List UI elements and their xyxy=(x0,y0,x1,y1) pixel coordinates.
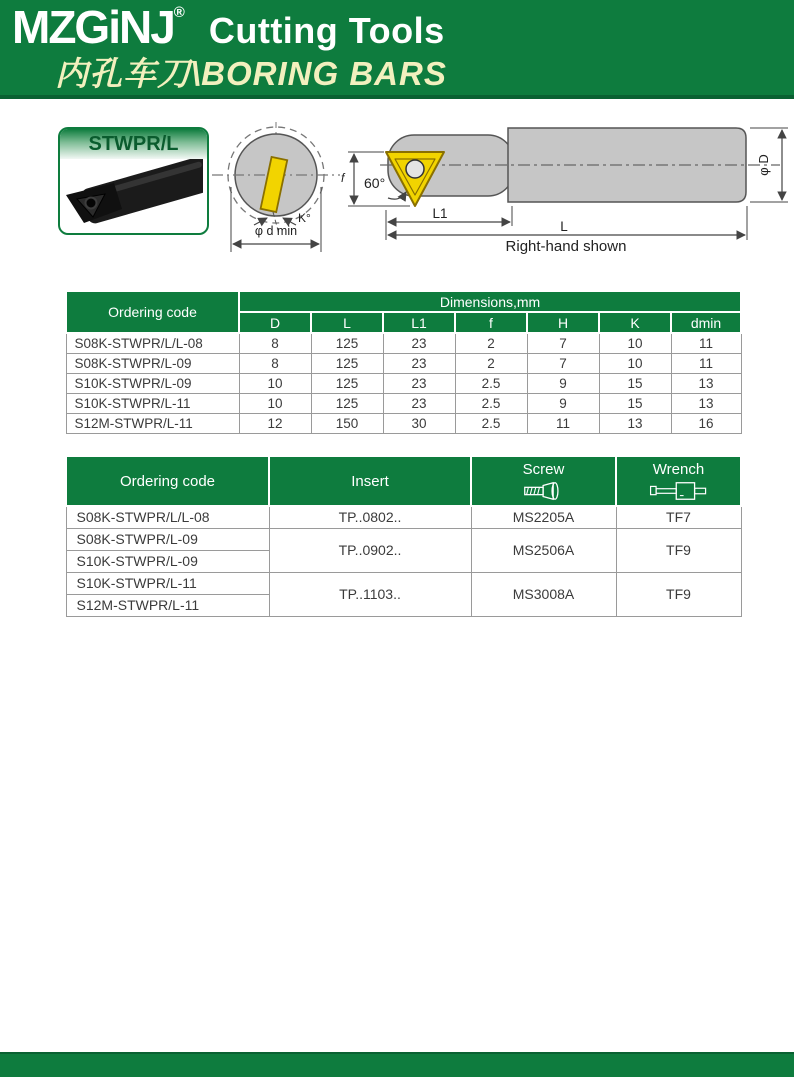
dim-cell: 9 xyxy=(527,374,599,394)
col-header-k: K xyxy=(599,312,671,333)
dim-cell: 2 xyxy=(455,354,527,374)
product-box xyxy=(58,127,209,235)
dim-cell: 2 xyxy=(455,333,527,354)
dim-cell: 8 xyxy=(239,354,311,374)
dim-cell: 13 xyxy=(671,394,741,414)
ordering-code-cell: S08K-STWPR/L-09 xyxy=(66,354,239,374)
label-k-angle: K° xyxy=(298,211,311,225)
accessories-table xyxy=(65,455,742,617)
ordering-code-cell: S10K-STWPR/L-09 xyxy=(66,551,269,573)
table-row xyxy=(66,529,741,551)
ordering-code-cell: S08K-STWPR/L/L-08 xyxy=(66,333,239,354)
insert-cell: TP..0902.. xyxy=(269,529,471,573)
screw-header-label: Screw xyxy=(522,460,565,478)
dim-cell: 10 xyxy=(599,354,671,374)
table-row xyxy=(66,291,741,312)
insert-cell: TP..1103.. xyxy=(269,573,471,617)
table-row xyxy=(66,573,741,595)
col-header-f: f xyxy=(455,312,527,333)
wrench-cell: TF7 xyxy=(616,506,741,529)
dimensions-table xyxy=(65,290,742,434)
table-row xyxy=(66,456,741,506)
dim-cell: 9 xyxy=(527,394,599,414)
dim-cell: 10 xyxy=(239,394,311,414)
table-row xyxy=(66,394,741,414)
ordering-code-cell: S10K-STWPR/L-11 xyxy=(66,394,239,414)
col-header-l1: L1 xyxy=(383,312,455,333)
dim-cell: 11 xyxy=(527,414,599,434)
dim-cell: 30 xyxy=(383,414,455,434)
dim-cell: 125 xyxy=(311,394,383,414)
col-header-h: H xyxy=(527,312,599,333)
dim-cell: 23 xyxy=(383,374,455,394)
ordering-code-cell: S08K-STWPR/L/L-08 xyxy=(66,506,269,529)
screw-icon xyxy=(520,480,568,502)
ordering-code-cell: S10K-STWPR/L-11 xyxy=(66,573,269,595)
dim-cell: 2.5 xyxy=(455,374,527,394)
table-row xyxy=(66,333,741,354)
col-header-d: D xyxy=(239,312,311,333)
dim-cell: 11 xyxy=(671,354,741,374)
dim-cell: 12 xyxy=(239,414,311,434)
dim-cell: 125 xyxy=(311,354,383,374)
dim-cell: 2.5 xyxy=(455,414,527,434)
dim-cell: 23 xyxy=(383,354,455,374)
dim-cell: 150 xyxy=(311,414,383,434)
label-f: f xyxy=(341,171,345,185)
col-header-l: L xyxy=(311,312,383,333)
label-l1: L1 xyxy=(432,206,448,221)
screw-cell: MS2506A xyxy=(471,529,616,573)
registered-mark: ® xyxy=(173,4,185,21)
dim-cell: 125 xyxy=(311,333,383,354)
label-phi-d: φ D xyxy=(756,154,771,176)
ordering-code-header: Ordering code xyxy=(66,291,239,333)
dim-cell: 15 xyxy=(599,394,671,414)
dim-cell: 15 xyxy=(599,374,671,394)
ordering-code-cell: S12M-STWPR/L-11 xyxy=(66,414,239,434)
dim-cell: 7 xyxy=(527,333,599,354)
table-row xyxy=(66,354,741,374)
wrench-header xyxy=(616,456,741,506)
label-60deg: 60° xyxy=(364,175,386,191)
header-title: Cutting Tools xyxy=(208,10,445,51)
dim-cell: 10 xyxy=(599,333,671,354)
brand-logo: MZGiNJ xyxy=(12,1,174,53)
ordering-code-cell: S08K-STWPR/L-09 xyxy=(66,529,269,551)
dim-cell: 13 xyxy=(671,374,741,394)
label-phi-d-min: φ d min xyxy=(254,224,298,238)
product-photo xyxy=(60,159,207,231)
caption-right-hand-shown: Right-hand shown xyxy=(505,238,627,255)
dim-cell: 16 xyxy=(671,414,741,434)
boring-bar-diagram xyxy=(340,118,794,256)
model-label: STWPR/L xyxy=(60,129,207,159)
screw-cell: MS2205A xyxy=(471,506,616,529)
wrench-cell: TF9 xyxy=(616,573,741,617)
page-header xyxy=(0,0,794,99)
page-subtitle: 内孔车刀\BORING BARS xyxy=(55,55,447,92)
boring-bar-photo xyxy=(60,159,203,231)
dim-cell: 8 xyxy=(239,333,311,354)
dim-cell: 23 xyxy=(383,333,455,354)
screw-cell: MS3008A xyxy=(471,573,616,617)
table-row xyxy=(66,374,741,394)
table-row xyxy=(66,414,741,434)
dim-cell: 7 xyxy=(527,354,599,374)
wrench-cell: TF9 xyxy=(616,529,741,573)
insert-header: Insert xyxy=(269,456,471,506)
insert-cell: TP..0802.. xyxy=(269,506,471,529)
dim-cell: 11 xyxy=(671,333,741,354)
brand-line xyxy=(12,0,445,54)
ordering-code-cell: S10K-STWPR/L-09 xyxy=(66,374,239,394)
dim-cell: 10 xyxy=(239,374,311,394)
ordering-code-header: Ordering code xyxy=(66,456,269,506)
dim-cell: 23 xyxy=(383,394,455,414)
min-bore-circle-diagram xyxy=(210,122,344,258)
dim-cell: 2.5 xyxy=(455,394,527,414)
table-row xyxy=(66,506,741,529)
dim-cell: 13 xyxy=(599,414,671,434)
screw-header xyxy=(471,456,616,506)
col-header-dmin: dmin xyxy=(671,312,741,333)
footer-bar xyxy=(0,1052,794,1077)
wrench-icon xyxy=(648,480,710,502)
ordering-code-cell: S12M-STWPR/L-11 xyxy=(66,595,269,617)
dimensions-group-header: Dimensions,mm xyxy=(239,291,741,312)
label-l: L xyxy=(560,219,568,234)
dim-cell: 125 xyxy=(311,374,383,394)
wrench-header-label: Wrench xyxy=(652,460,705,478)
